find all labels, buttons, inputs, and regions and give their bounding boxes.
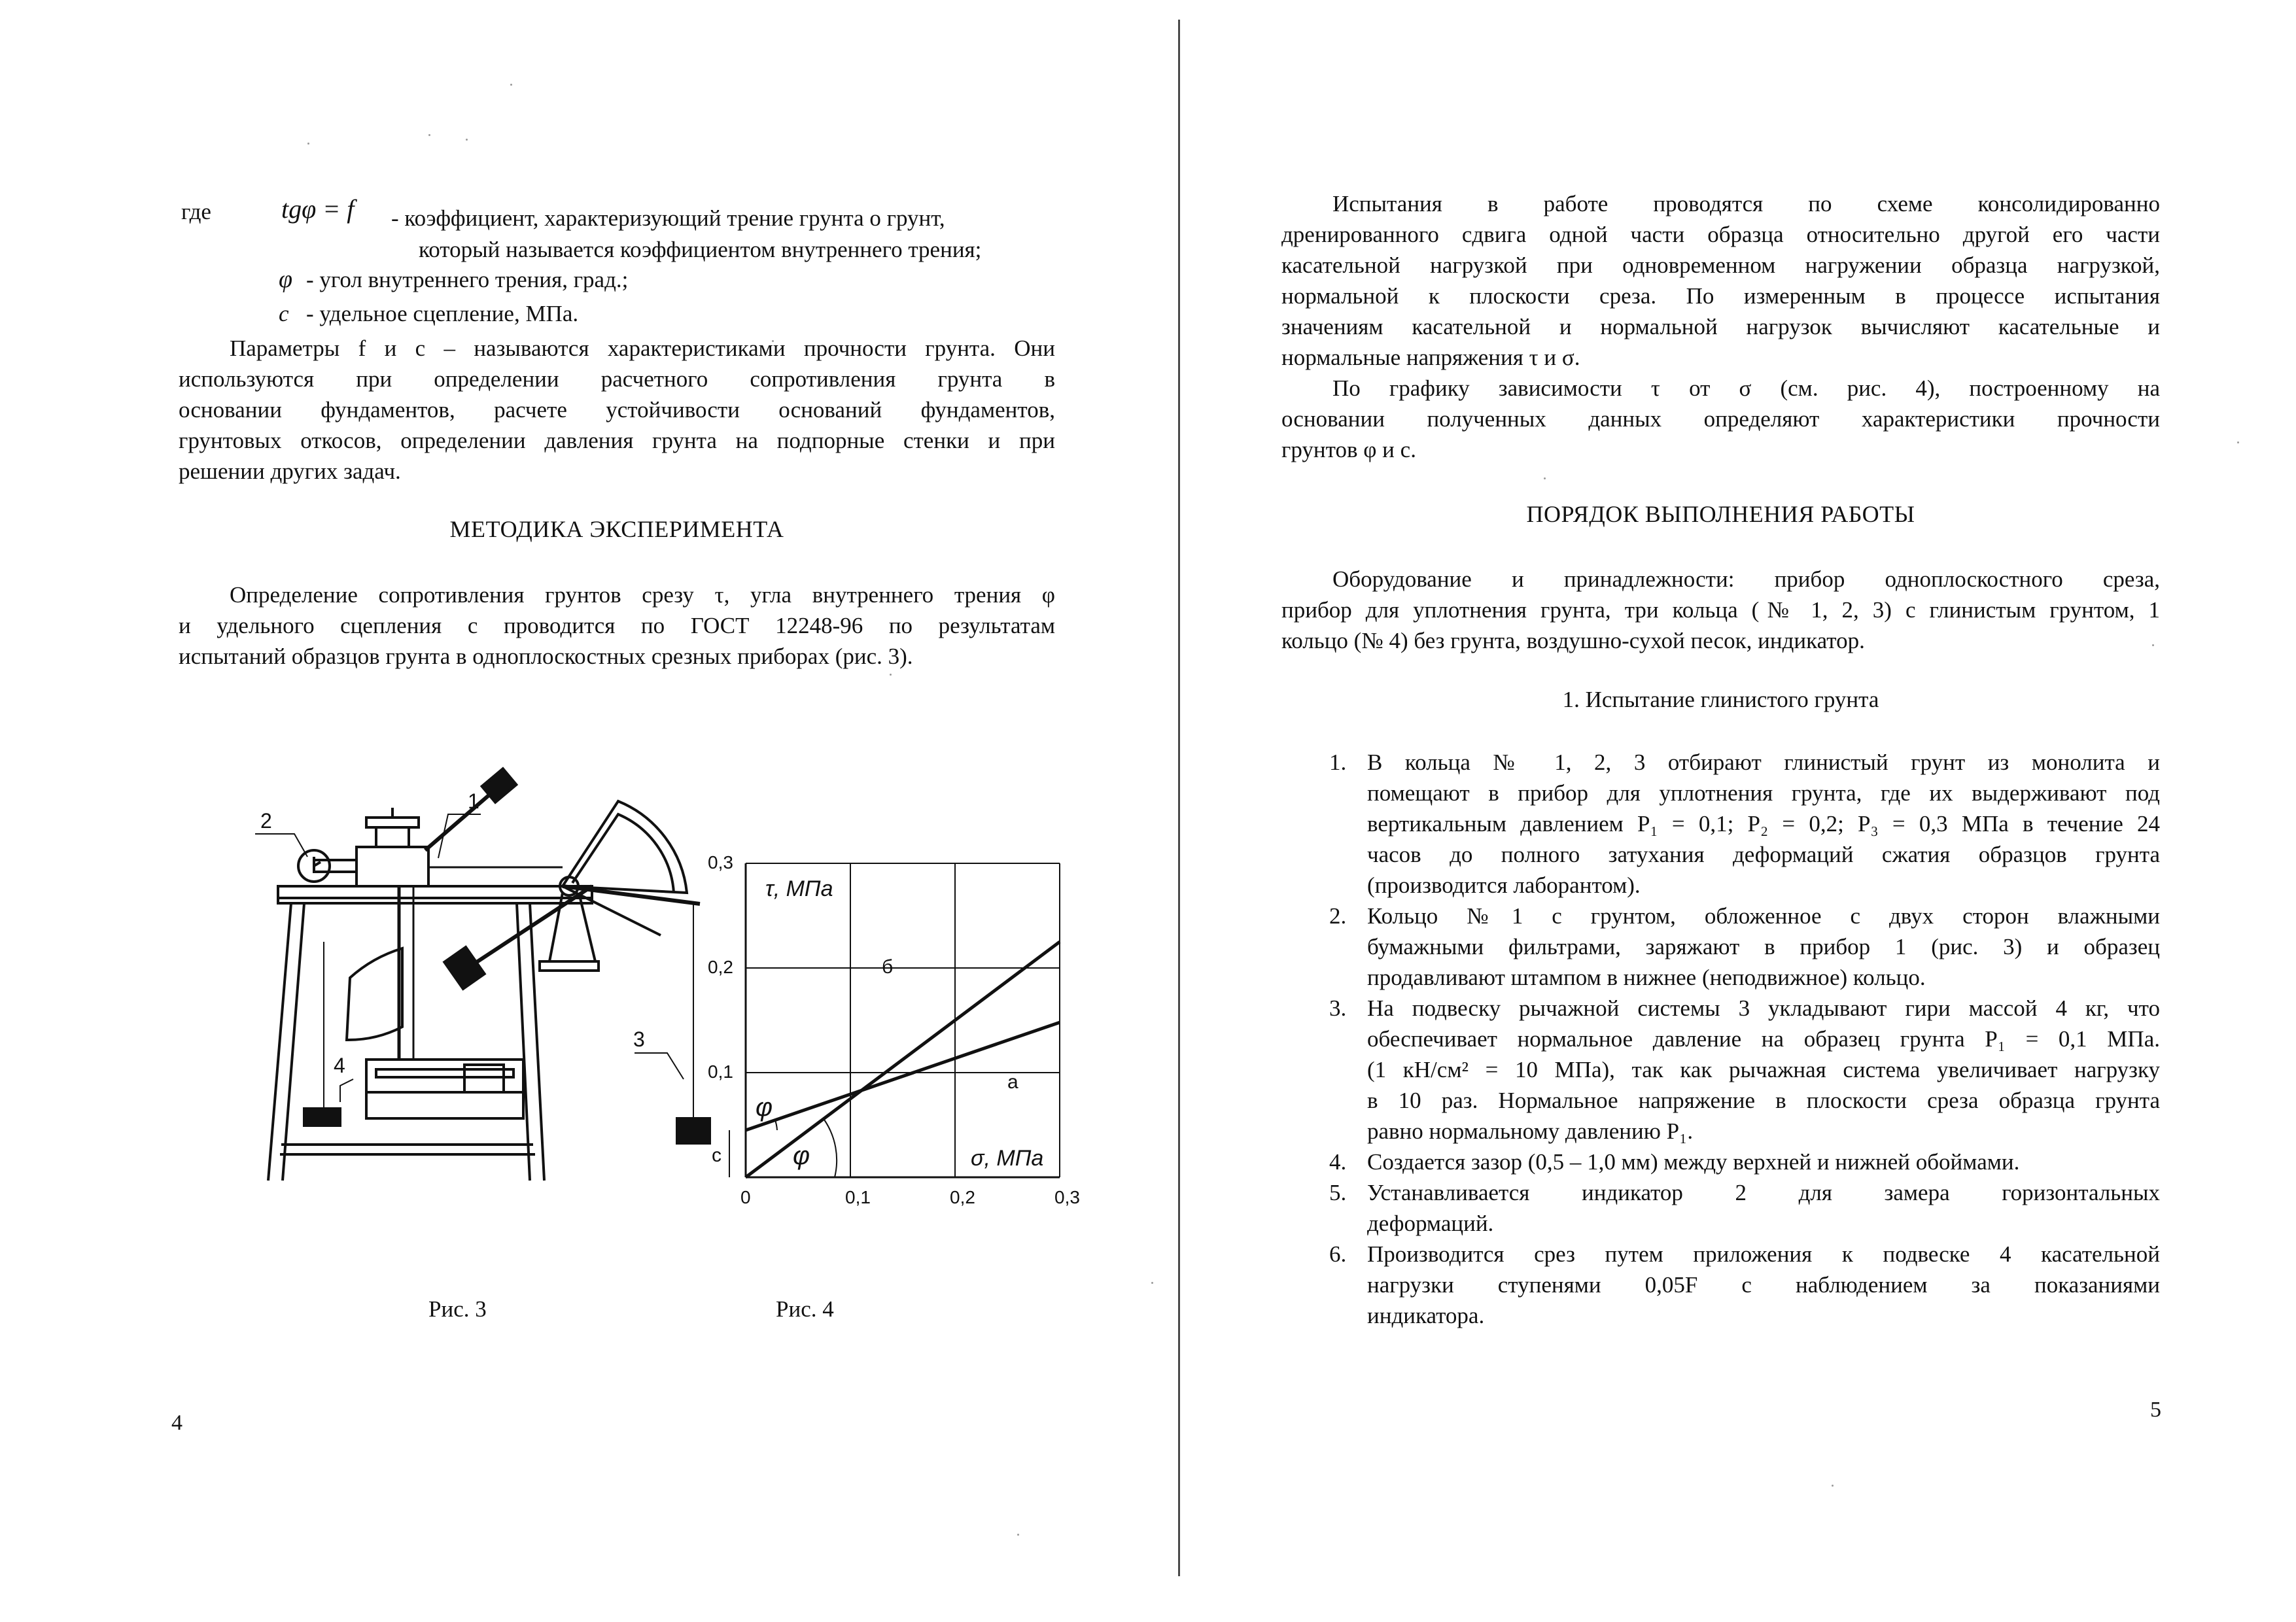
step-number: 6. bbox=[1329, 1241, 1347, 1267]
x-axis-label: σ, МПа bbox=[971, 1146, 1044, 1171]
step-item bbox=[1329, 1177, 2160, 1239]
text-line: помещают в прибор для уплотнения грунта, где их выдерживают под bbox=[1367, 780, 2160, 806]
text-line: основании фундаментов, расчете устойчивости оснований фундаментов, bbox=[179, 397, 1055, 423]
formula-tgphi: tgφ = f bbox=[281, 194, 355, 224]
step-number: 5. bbox=[1329, 1180, 1347, 1205]
x-tick-label: 0 bbox=[740, 1187, 751, 1207]
step-number: 3. bbox=[1329, 995, 1347, 1021]
text-line: нормальные напряжения τ и σ. bbox=[1281, 345, 1580, 370]
page-fold bbox=[1178, 20, 1180, 1576]
text-line: испытаний образцов грунта в одноплоскостных срезных приборах (рис. 3). bbox=[179, 644, 913, 669]
step-item bbox=[1329, 1239, 2160, 1331]
figure-3-shear-apparatus bbox=[242, 752, 713, 1197]
text-line: грунтовых откосов, определении давления грунта на подпорные стенки и при bbox=[179, 428, 1055, 453]
text-line: В кольца № 1, 2, 3 отбирают глинистый грунт из монолита и bbox=[1367, 750, 2160, 775]
x-tick-label: 0,2 bbox=[950, 1187, 975, 1207]
text-line: деформаций. bbox=[1367, 1211, 1494, 1236]
figure-4-chart bbox=[693, 837, 1086, 1216]
fig3-label-4: 4 bbox=[334, 1054, 345, 1077]
text-line: значениям касательной и нормальной нагрузок вычисляют касательные и bbox=[1281, 314, 2160, 339]
phi-symbol: φ bbox=[279, 266, 293, 293]
text-line: На подвеску рычажной системы 3 укладывают гири массой 4 кг, что bbox=[1367, 995, 2160, 1021]
paragraph-equipment bbox=[1281, 564, 2160, 656]
text-line: основании полученных данных определяют характеристики прочности bbox=[1281, 406, 2160, 432]
c-symbol: c bbox=[279, 301, 289, 326]
paragraph-method bbox=[179, 579, 1055, 672]
text-line: (производится лаборантом). bbox=[1367, 872, 1641, 898]
text-line: Создается зазор (0,5 – 1,0 мм) между верхней и нижней обоймами. bbox=[1367, 1149, 2020, 1175]
def-phi: - угол внутреннего трения, град.; bbox=[306, 267, 629, 292]
shear-box bbox=[357, 847, 428, 886]
def-c: - удельное сцепление, МПа. bbox=[306, 301, 579, 326]
paragraph-parameters bbox=[179, 333, 1055, 487]
text-line: Кольцо №1 с грунтом, обложенное с двух сторон влажными bbox=[1367, 903, 2160, 929]
text-line: Производится срез путем приложения к подвеске 4 касательной bbox=[1367, 1241, 2160, 1267]
x-tick-label: 0,1 bbox=[845, 1187, 871, 1207]
fig3-caption: Рис. 3 bbox=[428, 1296, 487, 1322]
text-line: нагрузки ступенями 0,05F с наблюдением за показаниями bbox=[1367, 1272, 2160, 1298]
cohesion-label: c bbox=[712, 1145, 722, 1166]
text-line: дренированного сдвига одной части образца относительно другой его части bbox=[1281, 222, 2160, 247]
x-tick-label: 0,3 bbox=[1054, 1187, 1080, 1207]
angle-arc-upper bbox=[775, 1120, 777, 1130]
text-line: Параметры f и c – называются характеристиками прочности грунта. Они bbox=[230, 336, 1055, 361]
series-label-1: а bbox=[1007, 1071, 1018, 1093]
step-number: 1. bbox=[1329, 750, 1347, 775]
angle-label-upper: φ bbox=[756, 1093, 773, 1122]
page-number-right: 5 bbox=[2150, 1398, 2161, 1422]
angle-arc-lower bbox=[824, 1120, 837, 1177]
text-line: Испытания в работе проводятся по схеме консолидированно bbox=[1332, 191, 2160, 216]
step-item bbox=[1329, 901, 2160, 993]
fig4-caption: Рис. 4 bbox=[776, 1296, 834, 1322]
where-label: где bbox=[181, 199, 211, 224]
text-line: касательной нагрузкой при одновременном нагружении образца нагрузкой, bbox=[1281, 252, 2160, 278]
section-title-procedure: ПОРЯДОК ВЫПОЛНЕНИЯ РАБОТЫ bbox=[1526, 501, 1915, 527]
step-number: 4. bbox=[1329, 1149, 1347, 1175]
series-label-2: б bbox=[882, 956, 894, 978]
text-line: продавливают штампом в нижнее (неподвижное) кольцо. bbox=[1367, 965, 1926, 990]
paragraph-tests bbox=[1281, 188, 2160, 465]
section-title-method: МЕТОДИКА ЭКСПЕРИМЕНТА bbox=[449, 516, 784, 542]
lever-arm bbox=[425, 788, 497, 850]
y-tick-label: 0,2 bbox=[708, 957, 733, 977]
def-f-line2: который называется коэффициентом внутреннего трения; bbox=[419, 237, 982, 262]
text-line: (1 кН/см² = 10 МПа), так как рычажная система увеличивает нагрузку bbox=[1367, 1057, 2160, 1082]
text-line: и удельного сцепления c проводится по ГОСТ 12248-96 по результатам bbox=[179, 613, 1055, 638]
step-item bbox=[1329, 1147, 2160, 1177]
text-line: решении других задач. bbox=[179, 458, 401, 484]
angle-label-lower: φ bbox=[793, 1141, 810, 1170]
table-top bbox=[278, 886, 592, 898]
table-leg-left bbox=[268, 903, 291, 1181]
text-line: бумажными фильтрами, заряжают в прибор 1 (рис. 3) и образец bbox=[1367, 934, 2160, 959]
text-line: вертикальным давлением P₁ = 0,1; P₂ = 0,2; P₃ = 0,3 МПа в течение 24 bbox=[1367, 811, 2160, 837]
counter-sector bbox=[347, 948, 402, 1040]
y-tick-label: 0,3 bbox=[708, 852, 733, 872]
table-leg-right bbox=[517, 903, 530, 1181]
text-line: Оборудование и принадлежности: прибор одноплоскостного среза, bbox=[1332, 566, 2160, 592]
y-tick-label: 0,1 bbox=[708, 1061, 733, 1082]
page-number-left: 4 bbox=[171, 1411, 183, 1435]
sector-arm bbox=[563, 801, 687, 893]
text-line: используются при определении расчетного сопротивления грунта в bbox=[179, 366, 1055, 392]
def-f-line1: - коэффициент, характеризующий трение грунта о грунт, bbox=[391, 205, 945, 231]
procedure-steps bbox=[1329, 747, 2160, 1331]
text-line: в 10 раз. Нормальное напряжение в плоскости среза образца грунта bbox=[1367, 1088, 2160, 1113]
fig3-label-2: 2 bbox=[260, 809, 272, 833]
fig3-label-3: 3 bbox=[633, 1027, 645, 1051]
step-number: 2. bbox=[1329, 903, 1347, 929]
step-item bbox=[1329, 747, 2160, 901]
text-line: кольцо (№ 4) без грунта, воздушно-сухой песок, индикатор. bbox=[1281, 628, 1865, 653]
text-line: нормальной к плоскости среза. По измеренным в процессе испытания bbox=[1281, 283, 2160, 309]
fig3-label-1: 1 bbox=[468, 789, 479, 813]
text-line: индикатора. bbox=[1367, 1303, 1485, 1328]
text-line: Определение сопротивления грунтов срезу τ, угла внутреннего трения φ bbox=[230, 582, 1055, 608]
step-item bbox=[1329, 993, 2160, 1147]
text-line: часов до полного затухания деформаций сжатия образцов грунта bbox=[1367, 842, 2160, 867]
text-line: равно нормальному давлению P₁. bbox=[1367, 1118, 1694, 1144]
subsection-title-clay: 1. Испытание глинистого грунта bbox=[1562, 687, 1879, 712]
text-line: Устанавливается индикатор 2 для замера горизонтальных bbox=[1367, 1180, 2160, 1205]
y-axis-label: τ, МПа bbox=[765, 876, 833, 901]
text-line: обеспечивает нормальное давление на образец грунта P₁ = 0,1 МПа. bbox=[1367, 1026, 2160, 1052]
text-line: По графику зависимости τ от σ (см. рис. 4), построенному на bbox=[1332, 375, 2160, 401]
text-line: грунтов φ и c. bbox=[1281, 437, 1416, 462]
text-line: прибор для уплотнения грунта, три кольца (№ 1, 2, 3) с глинистым грунтом, 1 bbox=[1281, 597, 2160, 623]
